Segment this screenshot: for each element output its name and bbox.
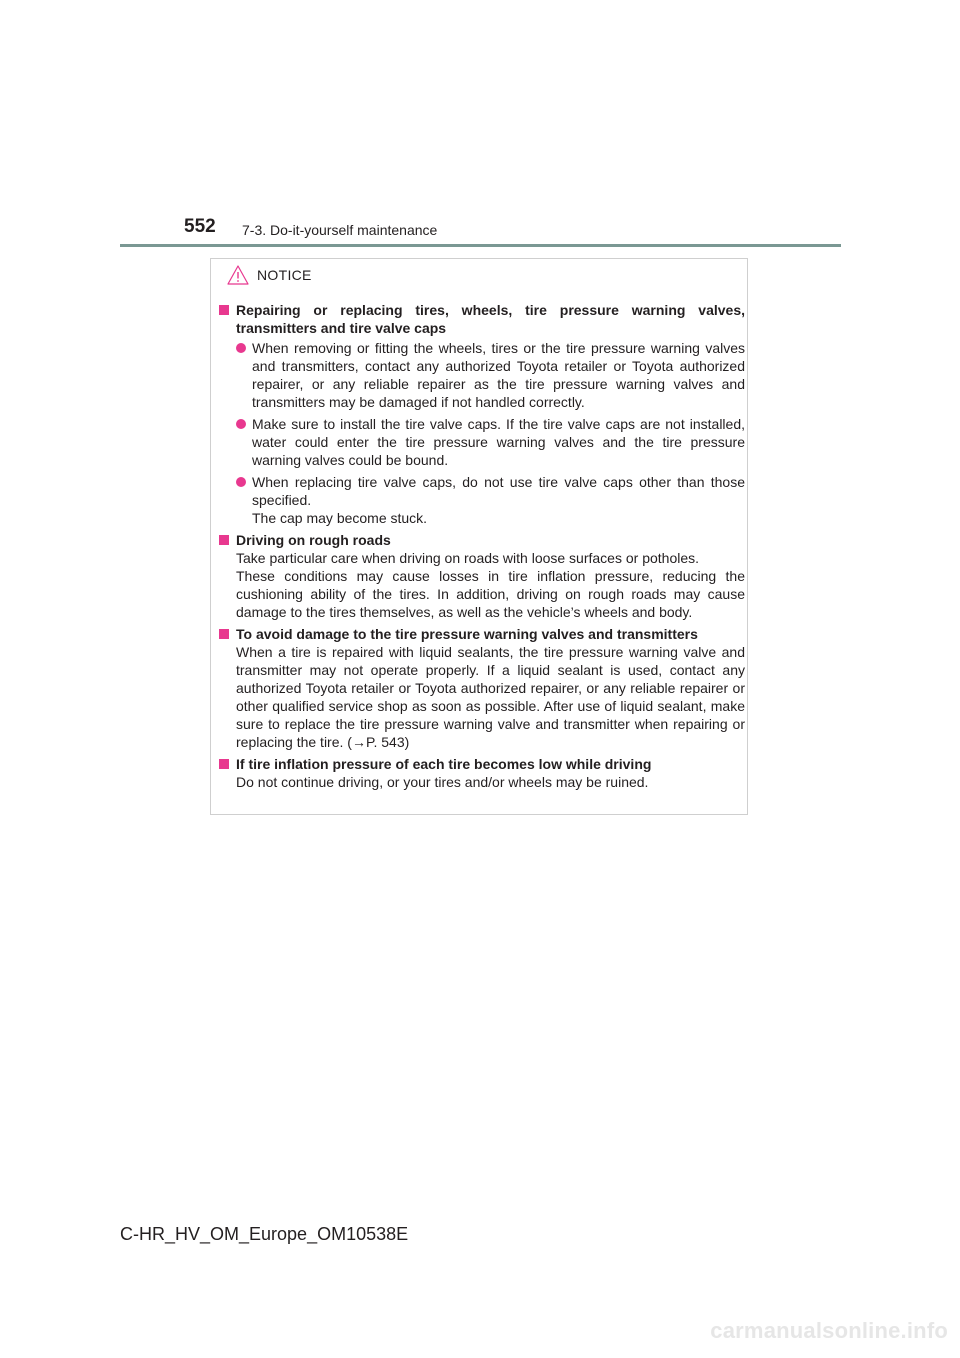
bullet-text: When removing or fitting the wheels, tires or the tire pressure warning valves and transmitters, contact any authorized Toyota retailer or Toyota authorized repairer, or any reliable repairer as the tire pressure warning valves and transmitters may be damaged if not handled correctly. bbox=[252, 340, 745, 410]
round-bullet-icon bbox=[236, 419, 246, 429]
square-bullet-icon bbox=[219, 535, 229, 545]
page-number: 552 bbox=[184, 216, 216, 237]
square-bullet-icon bbox=[219, 759, 229, 769]
notice-header bbox=[227, 263, 312, 287]
bullet-text: When replacing tire valve caps, do not use tire valve caps other than those specified. bbox=[252, 474, 745, 508]
warning-triangle-icon bbox=[227, 265, 249, 285]
list-item bbox=[218, 415, 745, 469]
notice-box bbox=[210, 258, 748, 815]
paragraph: Take particular care when driving on roads with loose surfaces or potholes. bbox=[236, 550, 700, 566]
topic-repairing bbox=[218, 301, 745, 527]
topic-avoid-damage bbox=[218, 625, 745, 751]
paragraph: These conditions may cause losses in tire inflation pressure, reducing the cushioning ability of the tires. In addition, driving on rough roads may cause damage to the tires themselves, as well as the vehicle’s wheels and body. bbox=[236, 568, 745, 620]
square-bullet-icon bbox=[219, 305, 229, 315]
topic-title: Driving on rough roads bbox=[236, 532, 391, 548]
document-id: C-HR_HV_OM_Europe_OM10538E bbox=[120, 1224, 409, 1244]
bullet-text: Make sure to install the tire valve caps. If the tire valve caps are not installed, water could enter the tire pressure warning valves and the tire pressure warning valves could be bound. bbox=[252, 416, 745, 468]
topic-low-pressure bbox=[218, 755, 745, 791]
topic-title: To avoid damage to the tire pressure warning valves and transmitters bbox=[236, 626, 698, 642]
bullet-text: The cap may become stuck. bbox=[252, 510, 428, 526]
topic-rough-roads bbox=[218, 531, 745, 621]
round-bullet-icon bbox=[236, 343, 246, 353]
notice-label: NOTICE bbox=[257, 267, 312, 283]
paragraph: When a tire is repaired with liquid sealants, the tire pressure warning valve and transmitter may not operate properly. If a liquid sealant is used, contact any authorized Toyota retailer or Toyota authorized repairer, or any reliable repairer or other qualified service shop as soon as possible. After use of liquid sealant, make sure to replace the tire pressure warning valve and transmitter when repairing or replacing the tire. (→P. 543) bbox=[236, 644, 745, 750]
round-bullet-icon bbox=[236, 477, 246, 487]
list-item bbox=[218, 339, 745, 411]
section-title: 7-3. Do-it-yourself maintenance bbox=[242, 222, 438, 238]
square-bullet-icon bbox=[219, 629, 229, 639]
topic-title: If tire inflation pressure of each tire becomes low while driving bbox=[236, 756, 652, 772]
paragraph: Do not continue driving, or your tires and/or wheels may be ruined. bbox=[236, 774, 649, 790]
list-item bbox=[218, 473, 745, 527]
watermark: carmanualsonline.info bbox=[710, 1318, 948, 1343]
notice-body bbox=[218, 301, 745, 795]
header-divider bbox=[120, 244, 841, 247]
topic-title: Repairing or replacing tires, wheels, tire pressure warning valves, transmitters and tire valve caps bbox=[236, 302, 745, 336]
